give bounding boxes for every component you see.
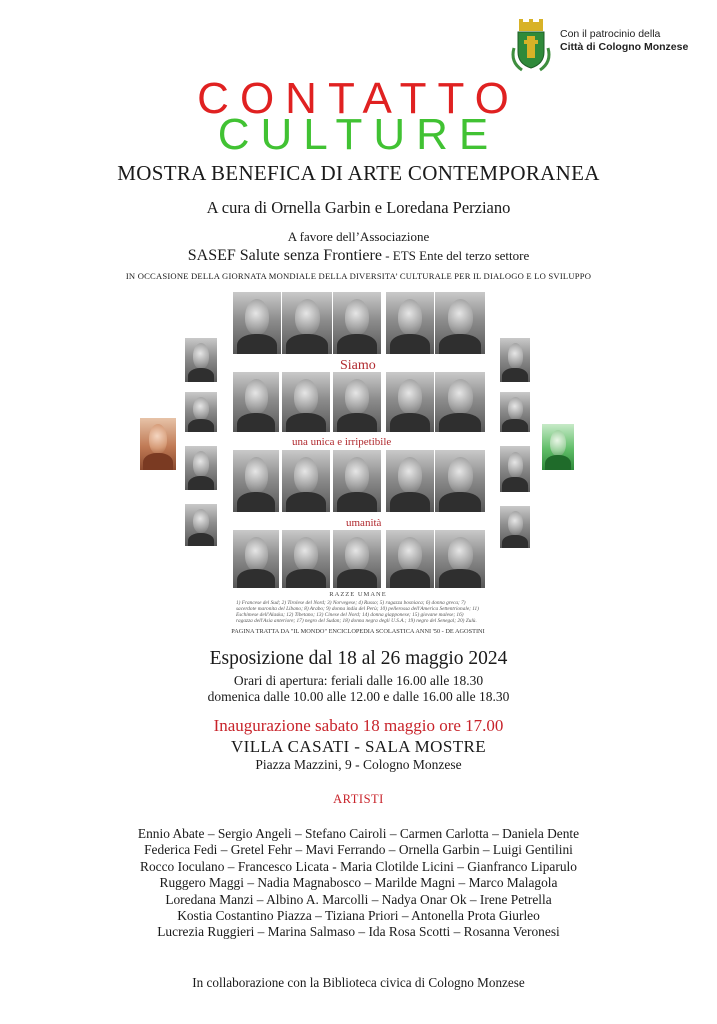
association-intro: A favore dell’Associazione — [287, 229, 430, 244]
artists-line: Ennio Abate – Sergio Angeli – Stefano Cairoli – Carmen Carlotta – Daniela Dente — [137, 826, 580, 841]
portrait-photo — [386, 450, 434, 512]
inauguration-line: Inaugurazione sabato 18 maggio ore 17.00 — [213, 716, 504, 735]
portrait-photo — [500, 392, 530, 432]
artists-list — [0, 826, 717, 941]
portrait-collage — [140, 288, 576, 640]
artists-line: Ruggero Maggi – Nadia Magnabosco – Marilde Magni – Marco Malagola — [159, 875, 558, 891]
portrait-photo — [233, 292, 281, 354]
portrait-photo — [386, 530, 434, 588]
artists-line: Loredana Manzi – Albino A. Marcolli – Nadya Onar Ok – Irene Petrella — [165, 891, 552, 907]
artists-line: Kostia Costantino Piazza – Tiziana Priori – Antonella Prota Giurleo — [177, 908, 540, 924]
collaboration-line: In collaborazione con la Biblioteca civica di Cologno Monzese — [192, 975, 525, 990]
title-contatto: CONTATTO — [197, 74, 520, 123]
opening-hours-sunday: domenica dalle 10.00 alle 12.00 e dalle 16.00 alle 18.30 — [207, 689, 510, 704]
collage-overlay-umanita: umanità — [346, 517, 382, 529]
venue-name: VILLA CASATI - SALA MOSTRE — [230, 737, 487, 756]
portrait-photo — [282, 372, 330, 432]
association-name: SASEF Salute senza Frontiere — [187, 247, 382, 264]
portrait-photo — [185, 392, 217, 432]
portrait-photo — [386, 372, 434, 432]
patronage-block — [508, 18, 708, 74]
portrait-photo — [500, 446, 530, 492]
portrait-photo — [333, 372, 381, 432]
artists-heading: ARTISTI — [333, 792, 384, 806]
city-crest-icon — [508, 18, 554, 74]
portrait-photo — [435, 530, 485, 588]
collage-caption: 1) Francese del Sud; 2) Tirolese del Nord; 3) Norvegese; 4) Russo; 5) ragazza bosniaca; 6) donna greca; 7) sacerdote maronita del Libano; 8) Arabo; 9) donna india del Perù; 10) pellerossa dell'America Settentrionale; 11) Eschimese dell'Alaska; 12) Tibetano; 13) Cinese del Nord; 14) donna giapponese; 15) giovane malese; 16) ragazza dell'Asia anteriore; 17) negro del Sudan; 18) donna negra degli U.S.A.; 19) negro del Senegal; 20) Zulù. — [236, 600, 479, 624]
venue-address: Piazza Mazzini, 9 - Cologno Monzese — [255, 757, 462, 772]
artists-line: Federica Fedi – Gretel Fehr – Mavi Ferrando – Ornella Garbin – Luigi Gentilini — [144, 842, 573, 858]
patronage-line1: Con il patrocinio della — [560, 28, 661, 40]
opening-hours-weekdays: Orari di apertura: feriali dalle 16.00 alle 18.30 — [233, 673, 484, 688]
portrait-photo — [333, 530, 381, 588]
portrait-photo — [435, 372, 485, 432]
portrait-photo — [435, 450, 485, 512]
portrait-photo — [282, 292, 332, 354]
portrait-photo — [185, 446, 217, 490]
occasion-line: IN OCCASIONE DELLA GIORNATA MONDIALE DELLA DIVERSITA’ CULTURALE PER IL DIALOGO E LO SVILUPPO — [125, 271, 592, 281]
portrait-photo — [500, 338, 530, 382]
curators-line: A cura di Ornella Garbin e Loredana Perziano — [206, 198, 511, 217]
portrait-photo — [185, 338, 217, 382]
portrait-photo — [185, 504, 217, 546]
collage-overlay-siamo: Siamo — [340, 358, 376, 373]
exhibition-dates: Esposizione dal 18 al 26 maggio 2024 — [209, 648, 508, 669]
portrait-photo — [500, 506, 530, 548]
portrait-photo-green — [542, 424, 574, 470]
portrait-photo — [233, 530, 279, 588]
collage-source: PAGINA TRATTA DA "IL MONDO" ENCICLOPEDIA SCOLASTICA ANNI '50 - DE AGOSTINI — [231, 628, 485, 635]
exhibition-subtitle: MOSTRA BENEFICA DI ARTE CONTEMPORANEA — [117, 161, 600, 185]
association-name-line — [0, 247, 717, 265]
artists-line: Lucrezia Ruggieri – Marina Salmaso – Ida Rosa Scotti – Rosanna Veronesi — [157, 924, 560, 940]
title-culture: CULTURE — [217, 110, 500, 159]
portrait-photo — [333, 292, 381, 354]
portrait-photo — [233, 450, 279, 512]
portrait-photo — [282, 530, 330, 588]
artists-line: Rocco Ioculano – Francesco Licata - Maria Clotilde Licini – Gianfranco Liparulo — [140, 858, 577, 874]
portrait-photo — [386, 292, 434, 354]
portrait-photo-sepia — [140, 418, 176, 470]
portrait-photo — [282, 450, 330, 512]
association-suffix: - ETS Ente del terzo settore — [381, 248, 530, 263]
patronage-line2: Città di Cologno Monzese — [560, 41, 689, 53]
collage-overlay-unica: una unica e irripetibile — [292, 436, 392, 448]
portrait-photo — [233, 372, 279, 432]
collage-heading: RAZZE UMANE — [329, 591, 387, 598]
portrait-photo — [435, 292, 485, 354]
patronage-text — [560, 28, 688, 54]
portrait-photo — [333, 450, 381, 512]
